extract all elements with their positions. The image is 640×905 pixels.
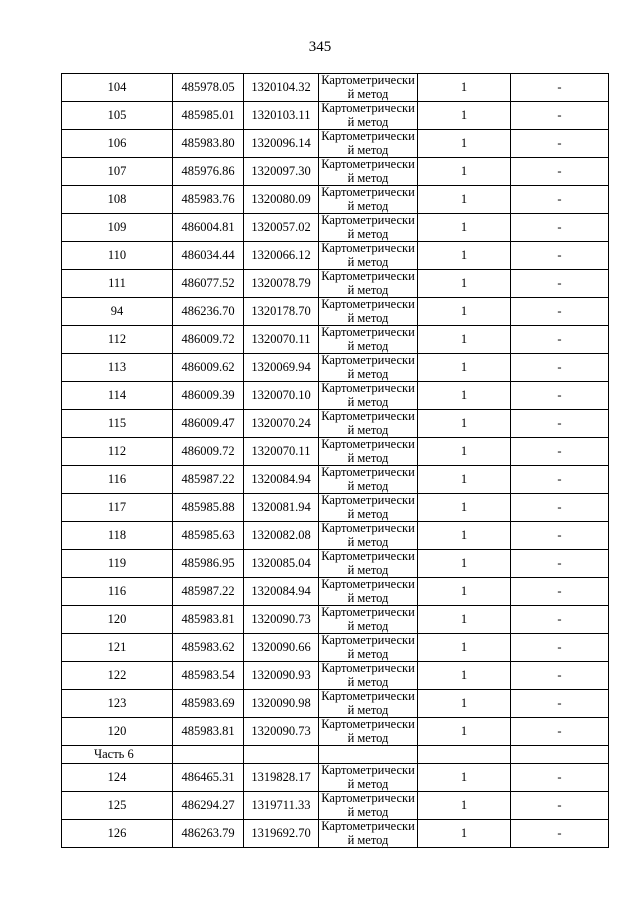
dash-cell: - bbox=[511, 102, 609, 130]
method-line-2: й метод bbox=[347, 619, 389, 633]
y-coordinate-cell: 1320057.02 bbox=[244, 214, 319, 242]
method-line-2: й метод bbox=[347, 805, 389, 819]
x-coordinate-cell: 485983.62 bbox=[173, 634, 244, 662]
x-coordinate-cell: 486004.81 bbox=[173, 214, 244, 242]
value-cell: 1 bbox=[418, 270, 511, 298]
dash-cell: - bbox=[511, 578, 609, 606]
section-label: Часть 6 bbox=[62, 746, 173, 764]
method-line-1: Картометрически bbox=[321, 819, 415, 833]
table-body-part-b bbox=[62, 764, 609, 848]
table-row bbox=[62, 354, 609, 382]
value-cell: 1 bbox=[418, 792, 511, 820]
method-line-2: й метод bbox=[347, 255, 389, 269]
table-row bbox=[62, 764, 609, 792]
value-cell: 1 bbox=[418, 550, 511, 578]
point-number-cell: 116 bbox=[62, 466, 173, 494]
y-coordinate-cell: 1320084.94 bbox=[244, 578, 319, 606]
point-number-cell: 120 bbox=[62, 606, 173, 634]
method-cell bbox=[319, 438, 418, 466]
point-number-cell: 115 bbox=[62, 410, 173, 438]
table-row bbox=[62, 326, 609, 354]
dash-cell: - bbox=[511, 494, 609, 522]
method-line-1: Картометрически bbox=[321, 101, 415, 115]
y-coordinate-cell: 1319692.70 bbox=[244, 820, 319, 848]
value-cell: 1 bbox=[418, 522, 511, 550]
point-number-cell: 112 bbox=[62, 326, 173, 354]
method-line-2: й метод bbox=[347, 87, 389, 101]
empty-cell bbox=[511, 746, 609, 764]
y-coordinate-cell: 1320090.98 bbox=[244, 690, 319, 718]
method-cell bbox=[319, 606, 418, 634]
point-number-cell: 122 bbox=[62, 662, 173, 690]
table-body-part-a bbox=[62, 74, 609, 746]
page-number: 345 bbox=[308, 39, 332, 55]
dash-cell: - bbox=[511, 466, 609, 494]
method-line-1: Картометрически bbox=[321, 297, 415, 311]
table-row bbox=[62, 634, 609, 662]
method-cell bbox=[319, 410, 418, 438]
coordinates-table bbox=[61, 73, 609, 848]
x-coordinate-cell: 486009.72 bbox=[173, 326, 244, 354]
x-coordinate-cell: 485983.76 bbox=[173, 186, 244, 214]
dash-cell: - bbox=[511, 522, 609, 550]
x-coordinate-cell: 485987.22 bbox=[173, 466, 244, 494]
point-number-cell: 113 bbox=[62, 354, 173, 382]
y-coordinate-cell: 1320178.70 bbox=[244, 298, 319, 326]
point-number-cell: 94 bbox=[62, 298, 173, 326]
table-row bbox=[62, 522, 609, 550]
table-row bbox=[62, 606, 609, 634]
method-line-2: й метод bbox=[347, 115, 389, 129]
method-line-1: Картометрически bbox=[321, 353, 415, 367]
point-number-cell: 108 bbox=[62, 186, 173, 214]
method-line-1: Картометрически bbox=[321, 521, 415, 535]
y-coordinate-cell: 1319711.33 bbox=[244, 792, 319, 820]
value-cell: 1 bbox=[418, 382, 511, 410]
table-row bbox=[62, 102, 609, 130]
method-line-2: й метод bbox=[347, 777, 389, 791]
value-cell: 1 bbox=[418, 438, 511, 466]
value-cell: 1 bbox=[418, 130, 511, 158]
dash-cell: - bbox=[511, 326, 609, 354]
point-number-cell: 118 bbox=[62, 522, 173, 550]
method-line-2: й метод bbox=[347, 367, 389, 381]
method-line-1: Картометрически bbox=[321, 381, 415, 395]
table-row bbox=[62, 494, 609, 522]
point-number-cell: 104 bbox=[62, 74, 173, 102]
point-number-cell: 117 bbox=[62, 494, 173, 522]
y-coordinate-cell: 1320066.12 bbox=[244, 242, 319, 270]
method-line-2: й метод bbox=[347, 703, 389, 717]
x-coordinate-cell: 486009.39 bbox=[173, 382, 244, 410]
dash-cell: - bbox=[511, 662, 609, 690]
method-cell bbox=[319, 382, 418, 410]
method-cell bbox=[319, 494, 418, 522]
method-line-2: й метод bbox=[347, 591, 389, 605]
y-coordinate-cell: 1319828.17 bbox=[244, 764, 319, 792]
y-coordinate-cell: 1320078.79 bbox=[244, 270, 319, 298]
empty-cell bbox=[244, 746, 319, 764]
method-cell bbox=[319, 214, 418, 242]
method-cell bbox=[319, 158, 418, 186]
method-line-1: Картометрически bbox=[321, 409, 415, 423]
point-number-cell: 123 bbox=[62, 690, 173, 718]
method-cell bbox=[319, 550, 418, 578]
point-number-cell: 114 bbox=[62, 382, 173, 410]
method-cell bbox=[319, 74, 418, 102]
method-line-1: Картометрически bbox=[321, 661, 415, 675]
y-coordinate-cell: 1320070.24 bbox=[244, 410, 319, 438]
method-line-2: й метод bbox=[347, 675, 389, 689]
y-coordinate-cell: 1320096.14 bbox=[244, 130, 319, 158]
x-coordinate-cell: 486009.47 bbox=[173, 410, 244, 438]
y-coordinate-cell: 1320090.93 bbox=[244, 662, 319, 690]
method-line-1: Картометрически bbox=[321, 791, 415, 805]
x-coordinate-cell: 485987.22 bbox=[173, 578, 244, 606]
method-cell bbox=[319, 662, 418, 690]
method-line-2: й метод bbox=[347, 283, 389, 297]
value-cell: 1 bbox=[418, 214, 511, 242]
table-row bbox=[62, 466, 609, 494]
dash-cell: - bbox=[511, 690, 609, 718]
y-coordinate-cell: 1320069.94 bbox=[244, 354, 319, 382]
method-cell bbox=[319, 298, 418, 326]
point-number-cell: 126 bbox=[62, 820, 173, 848]
table-row bbox=[62, 186, 609, 214]
value-cell: 1 bbox=[418, 74, 511, 102]
method-cell bbox=[319, 326, 418, 354]
x-coordinate-cell: 485976.86 bbox=[173, 158, 244, 186]
dash-cell: - bbox=[511, 158, 609, 186]
method-cell bbox=[319, 690, 418, 718]
table-row bbox=[62, 298, 609, 326]
dash-cell: - bbox=[511, 354, 609, 382]
method-line-2: й метод bbox=[347, 833, 389, 847]
value-cell: 1 bbox=[418, 764, 511, 792]
table-body-section bbox=[62, 746, 609, 764]
method-cell bbox=[319, 242, 418, 270]
point-number-cell: 119 bbox=[62, 550, 173, 578]
table-row bbox=[62, 214, 609, 242]
x-coordinate-cell: 485983.80 bbox=[173, 130, 244, 158]
method-cell bbox=[319, 102, 418, 130]
method-cell bbox=[319, 820, 418, 848]
point-number-cell: 109 bbox=[62, 214, 173, 242]
method-line-1: Картометрически bbox=[321, 129, 415, 143]
dash-cell: - bbox=[511, 298, 609, 326]
value-cell: 1 bbox=[418, 606, 511, 634]
method-line-2: й метод bbox=[347, 535, 389, 549]
x-coordinate-cell: 485985.63 bbox=[173, 522, 244, 550]
method-line-1: Картометрически bbox=[321, 549, 415, 563]
dash-cell: - bbox=[511, 270, 609, 298]
y-coordinate-cell: 1320097.30 bbox=[244, 158, 319, 186]
table-row bbox=[62, 662, 609, 690]
table-row bbox=[62, 438, 609, 466]
method-line-1: Картометрически bbox=[321, 465, 415, 479]
y-coordinate-cell: 1320070.11 bbox=[244, 438, 319, 466]
value-cell: 1 bbox=[418, 298, 511, 326]
point-number-cell: 112 bbox=[62, 438, 173, 466]
method-line-2: й метод bbox=[347, 563, 389, 577]
table-row bbox=[62, 718, 609, 746]
y-coordinate-cell: 1320090.66 bbox=[244, 634, 319, 662]
table-row bbox=[62, 820, 609, 848]
y-coordinate-cell: 1320082.08 bbox=[244, 522, 319, 550]
point-number-cell: 111 bbox=[62, 270, 173, 298]
value-cell: 1 bbox=[418, 410, 511, 438]
method-line-1: Картометрически bbox=[321, 437, 415, 451]
method-cell bbox=[319, 718, 418, 746]
method-line-2: й метод bbox=[347, 479, 389, 493]
method-line-1: Картометрически bbox=[321, 325, 415, 339]
method-line-2: й метод bbox=[347, 731, 389, 745]
method-line-2: й метод bbox=[347, 395, 389, 409]
table-row bbox=[62, 792, 609, 820]
table-row bbox=[62, 382, 609, 410]
point-number-cell: 110 bbox=[62, 242, 173, 270]
method-line-1: Картометрически bbox=[321, 213, 415, 227]
y-coordinate-cell: 1320103.11 bbox=[244, 102, 319, 130]
method-cell bbox=[319, 354, 418, 382]
point-number-cell: 105 bbox=[62, 102, 173, 130]
y-coordinate-cell: 1320070.10 bbox=[244, 382, 319, 410]
method-line-1: Картометрически bbox=[321, 493, 415, 507]
method-line-2: й метод bbox=[347, 339, 389, 353]
x-coordinate-cell: 485983.81 bbox=[173, 718, 244, 746]
dash-cell: - bbox=[511, 550, 609, 578]
value-cell: 1 bbox=[418, 718, 511, 746]
point-number-cell: 106 bbox=[62, 130, 173, 158]
x-coordinate-cell: 485983.81 bbox=[173, 606, 244, 634]
method-cell bbox=[319, 130, 418, 158]
value-cell: 1 bbox=[418, 494, 511, 522]
value-cell: 1 bbox=[418, 820, 511, 848]
y-coordinate-cell: 1320080.09 bbox=[244, 186, 319, 214]
dash-cell: - bbox=[511, 718, 609, 746]
table-row bbox=[62, 550, 609, 578]
method-line-1: Картометрически bbox=[321, 157, 415, 171]
point-number-cell: 120 bbox=[62, 718, 173, 746]
dash-cell: - bbox=[511, 382, 609, 410]
dash-cell: - bbox=[511, 792, 609, 820]
method-line-1: Картометрически bbox=[321, 763, 415, 777]
x-coordinate-cell: 486465.31 bbox=[173, 764, 244, 792]
x-coordinate-cell: 486009.72 bbox=[173, 438, 244, 466]
dash-cell: - bbox=[511, 764, 609, 792]
point-number-cell: 121 bbox=[62, 634, 173, 662]
value-cell: 1 bbox=[418, 158, 511, 186]
x-coordinate-cell: 486294.27 bbox=[173, 792, 244, 820]
method-line-2: й метод bbox=[347, 171, 389, 185]
method-line-2: й метод bbox=[347, 451, 389, 465]
method-cell bbox=[319, 792, 418, 820]
y-coordinate-cell: 1320104.32 bbox=[244, 74, 319, 102]
x-coordinate-cell: 485985.01 bbox=[173, 102, 244, 130]
y-coordinate-cell: 1320085.04 bbox=[244, 550, 319, 578]
x-coordinate-cell: 486034.44 bbox=[173, 242, 244, 270]
y-coordinate-cell: 1320070.11 bbox=[244, 326, 319, 354]
dash-cell: - bbox=[511, 410, 609, 438]
method-line-2: й метод bbox=[347, 507, 389, 521]
point-number-cell: 125 bbox=[62, 792, 173, 820]
value-cell: 1 bbox=[418, 242, 511, 270]
y-coordinate-cell: 1320081.94 bbox=[244, 494, 319, 522]
x-coordinate-cell: 485978.05 bbox=[173, 74, 244, 102]
dash-cell: - bbox=[511, 130, 609, 158]
dash-cell: - bbox=[511, 74, 609, 102]
dash-cell: - bbox=[511, 214, 609, 242]
x-coordinate-cell: 486263.79 bbox=[173, 820, 244, 848]
value-cell: 1 bbox=[418, 466, 511, 494]
table-row bbox=[62, 270, 609, 298]
method-line-1: Картометрически bbox=[321, 269, 415, 283]
method-line-2: й метод bbox=[347, 647, 389, 661]
value-cell: 1 bbox=[418, 634, 511, 662]
x-coordinate-cell: 485983.69 bbox=[173, 690, 244, 718]
section-header-row bbox=[62, 746, 609, 764]
table-row bbox=[62, 690, 609, 718]
x-coordinate-cell: 486077.52 bbox=[173, 270, 244, 298]
value-cell: 1 bbox=[418, 326, 511, 354]
x-coordinate-cell: 486236.70 bbox=[173, 298, 244, 326]
method-line-1: Картометрически bbox=[321, 577, 415, 591]
table-row bbox=[62, 74, 609, 102]
method-line-2: й метод bbox=[347, 311, 389, 325]
table-row bbox=[62, 410, 609, 438]
method-line-1: Картометрически bbox=[321, 633, 415, 647]
method-line-2: й метод bbox=[347, 227, 389, 241]
dash-cell: - bbox=[511, 186, 609, 214]
empty-cell bbox=[418, 746, 511, 764]
value-cell: 1 bbox=[418, 662, 511, 690]
method-line-1: Картометрически bbox=[321, 185, 415, 199]
dash-cell: - bbox=[511, 820, 609, 848]
dash-cell: - bbox=[511, 242, 609, 270]
value-cell: 1 bbox=[418, 690, 511, 718]
table-row bbox=[62, 242, 609, 270]
method-line-2: й метод bbox=[347, 143, 389, 157]
method-cell bbox=[319, 522, 418, 550]
method-line-1: Картометрически bbox=[321, 73, 415, 87]
method-cell bbox=[319, 764, 418, 792]
value-cell: 1 bbox=[418, 186, 511, 214]
method-cell bbox=[319, 466, 418, 494]
table-row bbox=[62, 578, 609, 606]
y-coordinate-cell: 1320090.73 bbox=[244, 718, 319, 746]
x-coordinate-cell: 485986.95 bbox=[173, 550, 244, 578]
method-cell bbox=[319, 270, 418, 298]
x-coordinate-cell: 485985.88 bbox=[173, 494, 244, 522]
method-cell bbox=[319, 186, 418, 214]
dash-cell: - bbox=[511, 634, 609, 662]
table-row bbox=[62, 158, 609, 186]
y-coordinate-cell: 1320084.94 bbox=[244, 466, 319, 494]
x-coordinate-cell: 485983.54 bbox=[173, 662, 244, 690]
method-line-1: Картометрически bbox=[321, 605, 415, 619]
point-number-cell: 124 bbox=[62, 764, 173, 792]
method-line-1: Картометрически bbox=[321, 241, 415, 255]
method-line-1: Картометрически bbox=[321, 717, 415, 731]
y-coordinate-cell: 1320090.73 bbox=[244, 606, 319, 634]
method-line-2: й метод bbox=[347, 423, 389, 437]
method-line-2: й метод bbox=[347, 199, 389, 213]
dash-cell: - bbox=[511, 606, 609, 634]
dash-cell: - bbox=[511, 438, 609, 466]
value-cell: 1 bbox=[418, 578, 511, 606]
empty-cell bbox=[319, 746, 418, 764]
point-number-cell: 116 bbox=[62, 578, 173, 606]
value-cell: 1 bbox=[418, 354, 511, 382]
value-cell: 1 bbox=[418, 102, 511, 130]
point-number-cell: 107 bbox=[62, 158, 173, 186]
empty-cell bbox=[173, 746, 244, 764]
x-coordinate-cell: 486009.62 bbox=[173, 354, 244, 382]
table-row bbox=[62, 130, 609, 158]
method-cell bbox=[319, 578, 418, 606]
method-cell bbox=[319, 634, 418, 662]
method-line-1: Картометрически bbox=[321, 689, 415, 703]
